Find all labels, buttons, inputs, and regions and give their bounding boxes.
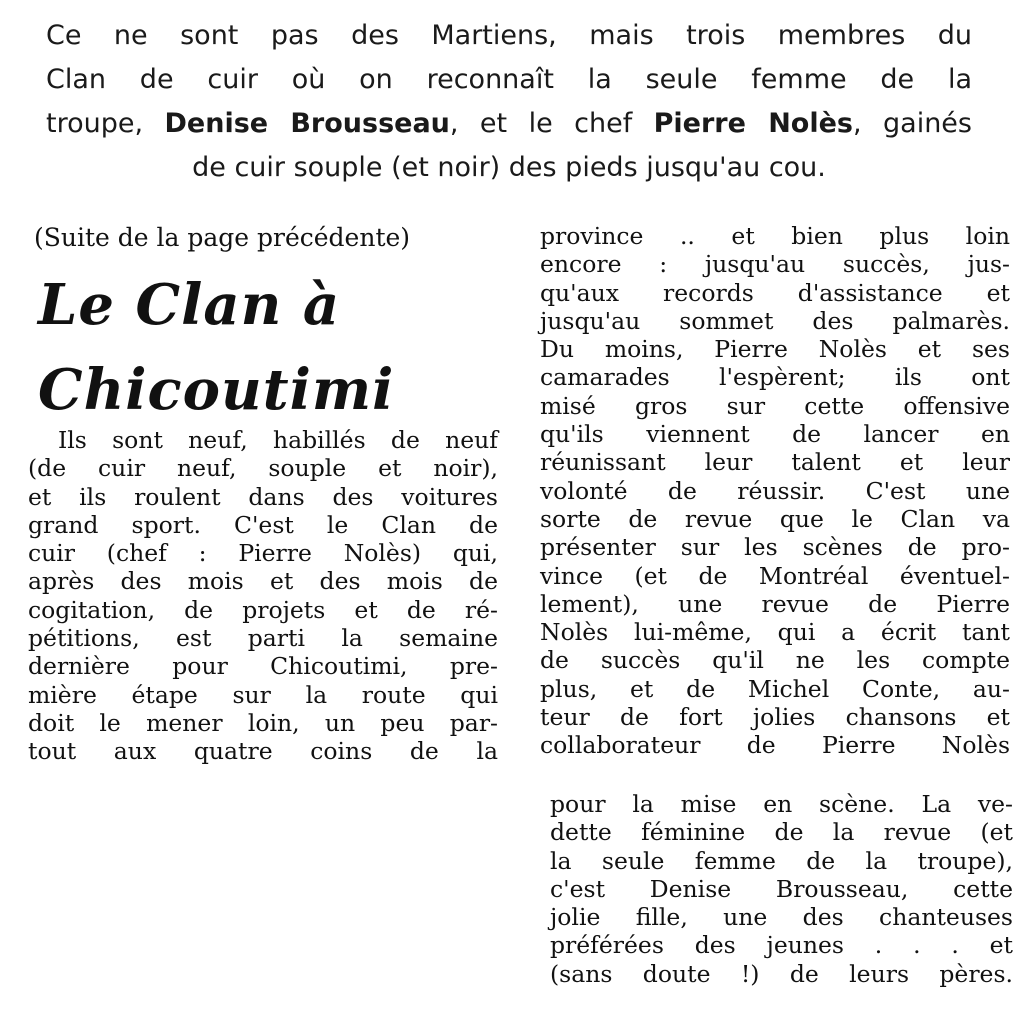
article-line: dette féminine de la revue (et (550, 818, 1013, 847)
caption-line (46, 58, 972, 102)
caption-line (46, 14, 972, 58)
caption-line (46, 102, 972, 146)
photo-caption (46, 14, 972, 190)
article-line: teur de fort jolies chansons et (540, 703, 1010, 732)
article-line: de succès qu'il ne les compte (540, 646, 1010, 675)
article-line: qu'aux records d'assistance et (540, 278, 1010, 307)
article-line: province .. et bien plus loin (540, 222, 1010, 250)
article-line: pétitions, est parti la semaine (28, 624, 498, 653)
article-line: doit le mener loin, un peu par- (28, 708, 498, 737)
article-line: présenter sur les scènes de pro- (540, 533, 1010, 562)
headline-line-1: Le Clan à (38, 272, 341, 338)
headline-line-2: Chicoutimi (38, 357, 395, 423)
caption-name-pierre-noles: Pierre Nolès (653, 108, 853, 139)
caption-text: , gainés (852, 108, 972, 139)
article-line: après des mois et des mois de (28, 567, 498, 596)
article-line: volonté de réussir. C'est une (540, 476, 1010, 505)
article-right-column-bottom (550, 790, 1013, 988)
article-left-column (28, 426, 498, 766)
article-line: et ils roulent dans des voitures (28, 482, 498, 511)
article-line: la seule femme de la troupe), (550, 846, 1013, 875)
article-line: encore : jusqu'au succès, jus- (540, 250, 1010, 279)
article-line: collaborateur de Pierre Nolès (540, 731, 1010, 760)
article-line: qu'ils viennent de lancer en (540, 420, 1010, 449)
article-line: préférées des jeunes . . . et (550, 931, 1013, 960)
article-line: grand sport. C'est le Clan de (28, 510, 498, 539)
article-line: c'est Denise Brousseau, cette (550, 874, 1013, 903)
article-line: Nolès lui-même, qui a écrit tant (540, 618, 1010, 647)
article-line: sorte de revue que le Clan va (540, 504, 1010, 533)
caption-text: Clan de cuir où on reconnaît la seule femme de la (46, 64, 972, 95)
article-line: plus, et de Michel Conte, au- (540, 674, 1010, 703)
article-line: pour la mise en scène. La ve- (550, 790, 1013, 818)
article-line: (de cuir neuf, souple et noir), (28, 454, 498, 483)
article-line: mière étape sur la route qui (28, 680, 498, 709)
article-line: cogitation, de projets et de ré- (28, 595, 498, 624)
caption-line (46, 146, 972, 190)
article-line: réunissant leur talent et leur (540, 448, 1010, 477)
caption-text: troupe, (46, 108, 165, 139)
continued-from-note: (Suite de la page précédente) (34, 223, 411, 252)
article-line: camarades l'espèrent; ils ont (540, 363, 1010, 392)
article-line: lement), une revue de Pierre (540, 589, 1010, 618)
article-line: dernière pour Chicoutimi, pre- (28, 652, 498, 681)
article-line: (sans doute !) de leurs pères. (550, 959, 1013, 988)
caption-name-denise-brousseau: Denise Brousseau (164, 108, 450, 139)
article-line: tout aux quatre coins de la (28, 737, 498, 766)
caption-text: Ce ne sont pas des Martiens, mais trois membres du (46, 20, 972, 51)
article-line: misé gros sur cette offensive (540, 391, 1010, 420)
article-line: Ils sont neuf, habillés de neuf (58, 426, 498, 454)
article-line: Du moins, Pierre Nolès et ses (540, 335, 1010, 364)
article-line: jusqu'au sommet des palmarès. (540, 306, 1010, 335)
article-line: jolie fille, une des chanteuses (550, 903, 1013, 932)
caption-text: de cuir souple (et noir) des pieds jusqu'au cou. (192, 152, 826, 183)
caption-text: , et le chef (449, 108, 654, 139)
article-line: cuir (chef : Pierre Nolès) qui, (28, 539, 498, 568)
article-line: vince (et de Montréal éventuel- (540, 561, 1010, 590)
article-right-column-top (540, 222, 1010, 760)
